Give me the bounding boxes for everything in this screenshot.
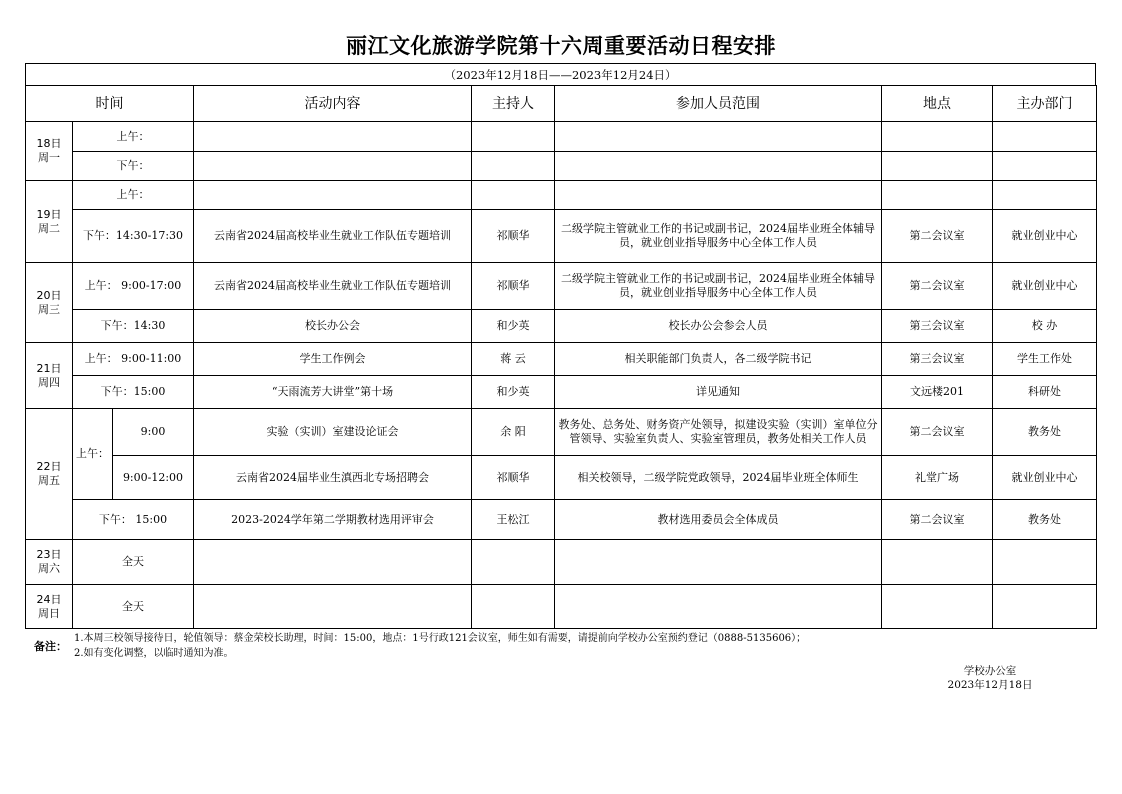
table-row <box>26 152 1097 181</box>
content-cell <box>194 585 472 629</box>
content-cell: 云南省2024届高校毕业生就业工作队伍专题培训 <box>194 263 472 310</box>
participants-cell: 相关职能部门负责人，各二级学院书记 <box>555 343 882 376</box>
content-cell: 2023-2024学年第二学期教材选用评审会 <box>194 500 472 540</box>
table-row <box>26 456 1097 500</box>
day-cell: 19日 周二 <box>26 181 73 263</box>
signature <box>940 664 1040 692</box>
time-slot: 全天 <box>73 585 194 629</box>
table-row <box>26 376 1097 409</box>
time-slot: 上午： 9:00-17:00 <box>73 263 194 310</box>
table-row <box>26 122 1097 152</box>
department-cell: 就业创业中心 <box>993 263 1097 310</box>
table-row <box>26 210 1097 263</box>
table-row <box>26 540 1097 585</box>
day-cell: 21日 周四 <box>26 343 73 409</box>
day-cell: 24日 周日 <box>26 585 73 629</box>
time-slot: 下午：14:30-17:30 <box>73 210 194 263</box>
table-row <box>26 500 1097 540</box>
table-row <box>26 343 1097 376</box>
content-cell: “天雨流芳大讲堂”第十场 <box>194 376 472 409</box>
department-cell <box>993 540 1097 585</box>
location-cell <box>882 122 993 152</box>
content-cell: 校长办公会 <box>194 310 472 343</box>
participants-cell: 二级学院主管就业工作的书记或副书记，2024届毕业班全体辅导员，就业创业指导服务中心全体工作人员 <box>555 210 882 263</box>
location-cell <box>882 540 993 585</box>
header-time: 时间 <box>26 86 194 122</box>
location-cell: 第二会议室 <box>882 210 993 263</box>
host-cell <box>472 152 555 181</box>
day-cell: 23日 周六 <box>26 540 73 585</box>
location-cell: 第二会议室 <box>882 409 993 456</box>
host-cell: 祁顺华 <box>472 456 555 500</box>
time-slot: 下午：15:00 <box>73 376 194 409</box>
note-line: 2.如有变化调整，以临时通知为准。 <box>74 648 234 659</box>
host-cell <box>472 540 555 585</box>
location-cell <box>882 181 993 210</box>
schedule-frame <box>25 63 1096 630</box>
header-department: 主办部门 <box>993 86 1097 122</box>
day-cell: 18日 周一 <box>26 122 73 181</box>
department-cell: 教务处 <box>993 409 1097 456</box>
host-cell: 王松江 <box>472 500 555 540</box>
host-cell: 祁顺华 <box>472 210 555 263</box>
department-cell: 科研处 <box>993 376 1097 409</box>
table-row <box>26 409 1097 456</box>
notes-label: 备注： <box>34 640 67 653</box>
content-cell <box>194 181 472 210</box>
location-cell: 礼堂广场 <box>882 456 993 500</box>
day-cell: 20日 周三 <box>26 263 73 343</box>
day-cell: 22日 周五 <box>26 409 73 540</box>
department-cell <box>993 585 1097 629</box>
participants-cell <box>555 540 882 585</box>
content-cell: 学生工作例会 <box>194 343 472 376</box>
note-line: 1.本周三校领导接待日，轮值领导：蔡金荣校长助理，时间：15:00，地点：1号行政121会议室，师生如有需要，请提前向学校办公室预约登记（0888-5135606）； <box>74 633 807 644</box>
location-cell: 第三会议室 <box>882 343 993 376</box>
department-cell <box>993 181 1097 210</box>
location-cell: 第二会议室 <box>882 263 993 310</box>
header-participants: 参加人员范围 <box>555 86 882 122</box>
signature-date: 2023年12月18日 <box>947 679 1033 691</box>
participants-cell: 相关校领导，二级学院党政领导，2024届毕业班全体师生 <box>555 456 882 500</box>
participants-cell: 二级学院主管就业工作的书记或副书记，2024届毕业班全体辅导员，就业创业指导服务中心全体工作人员 <box>555 263 882 310</box>
participants-cell <box>555 181 882 210</box>
department-cell <box>993 122 1097 152</box>
time-slot: 9:00 <box>113 409 194 456</box>
participants-cell: 教材选用委员会全体成员 <box>555 500 882 540</box>
schedule-table <box>25 85 1097 629</box>
department-cell: 就业创业中心 <box>993 456 1097 500</box>
time-slot: 全天 <box>73 540 194 585</box>
header-host: 主持人 <box>472 86 555 122</box>
time-slot: 上午： <box>73 122 194 152</box>
time-slot: 9:00-12:00 <box>113 456 194 500</box>
participants-cell: 教务处、总务处、财务资产处领导，拟建设实验（实训）室单位分管领导、实验室负责人、实验室管理员，教务处相关工作人员 <box>555 409 882 456</box>
signature-office: 学校办公室 <box>963 665 1017 677</box>
participants-cell <box>555 585 882 629</box>
table-row <box>26 585 1097 629</box>
host-cell: 蒋 云 <box>472 343 555 376</box>
date-range: （2023年12月18日——2023年12月24日） <box>25 63 1096 86</box>
department-cell <box>993 152 1097 181</box>
host-cell <box>472 585 555 629</box>
table-row <box>26 310 1097 343</box>
content-cell: 实验（实训）室建设论证会 <box>194 409 472 456</box>
time-slot: 上午： <box>73 181 194 210</box>
host-cell: 祁顺华 <box>472 263 555 310</box>
content-cell: 云南省2024届高校毕业生就业工作队伍专题培训 <box>194 210 472 263</box>
content-cell: 云南省2024届毕业生滇西北专场招聘会 <box>194 456 472 500</box>
page-title: 丽江文化旅游学院第十六周重要活动日程安排 <box>346 33 776 58</box>
participants-cell <box>555 152 882 181</box>
participants-cell: 详见通知 <box>555 376 882 409</box>
header-location: 地点 <box>882 86 993 122</box>
header-content: 活动内容 <box>194 86 472 122</box>
time-slot: 上午： <box>73 409 113 500</box>
time-slot: 下午： <box>73 152 194 181</box>
department-cell: 教务处 <box>993 500 1097 540</box>
host-cell <box>472 181 555 210</box>
host-cell: 和少英 <box>472 376 555 409</box>
host-cell: 余 阳 <box>472 409 555 456</box>
content-cell <box>194 540 472 585</box>
participants-cell: 校长办公会参会人员 <box>555 310 882 343</box>
time-slot: 下午：14:30 <box>73 310 194 343</box>
table-row <box>26 181 1097 210</box>
location-cell <box>882 152 993 181</box>
time-slot: 上午： 9:00-11:00 <box>73 343 194 376</box>
location-cell: 第二会议室 <box>882 500 993 540</box>
host-cell <box>472 122 555 152</box>
content-cell <box>194 122 472 152</box>
department-cell: 学生工作处 <box>993 343 1097 376</box>
header-row <box>26 86 1097 122</box>
participants-cell <box>555 122 882 152</box>
department-cell: 就业创业中心 <box>993 210 1097 263</box>
location-cell: 文远楼201 <box>882 376 993 409</box>
department-cell: 校 办 <box>993 310 1097 343</box>
location-cell: 第三会议室 <box>882 310 993 343</box>
location-cell <box>882 585 993 629</box>
time-slot: 下午： 15:00 <box>73 500 194 540</box>
table-row <box>26 263 1097 310</box>
content-cell <box>194 152 472 181</box>
host-cell: 和少英 <box>472 310 555 343</box>
